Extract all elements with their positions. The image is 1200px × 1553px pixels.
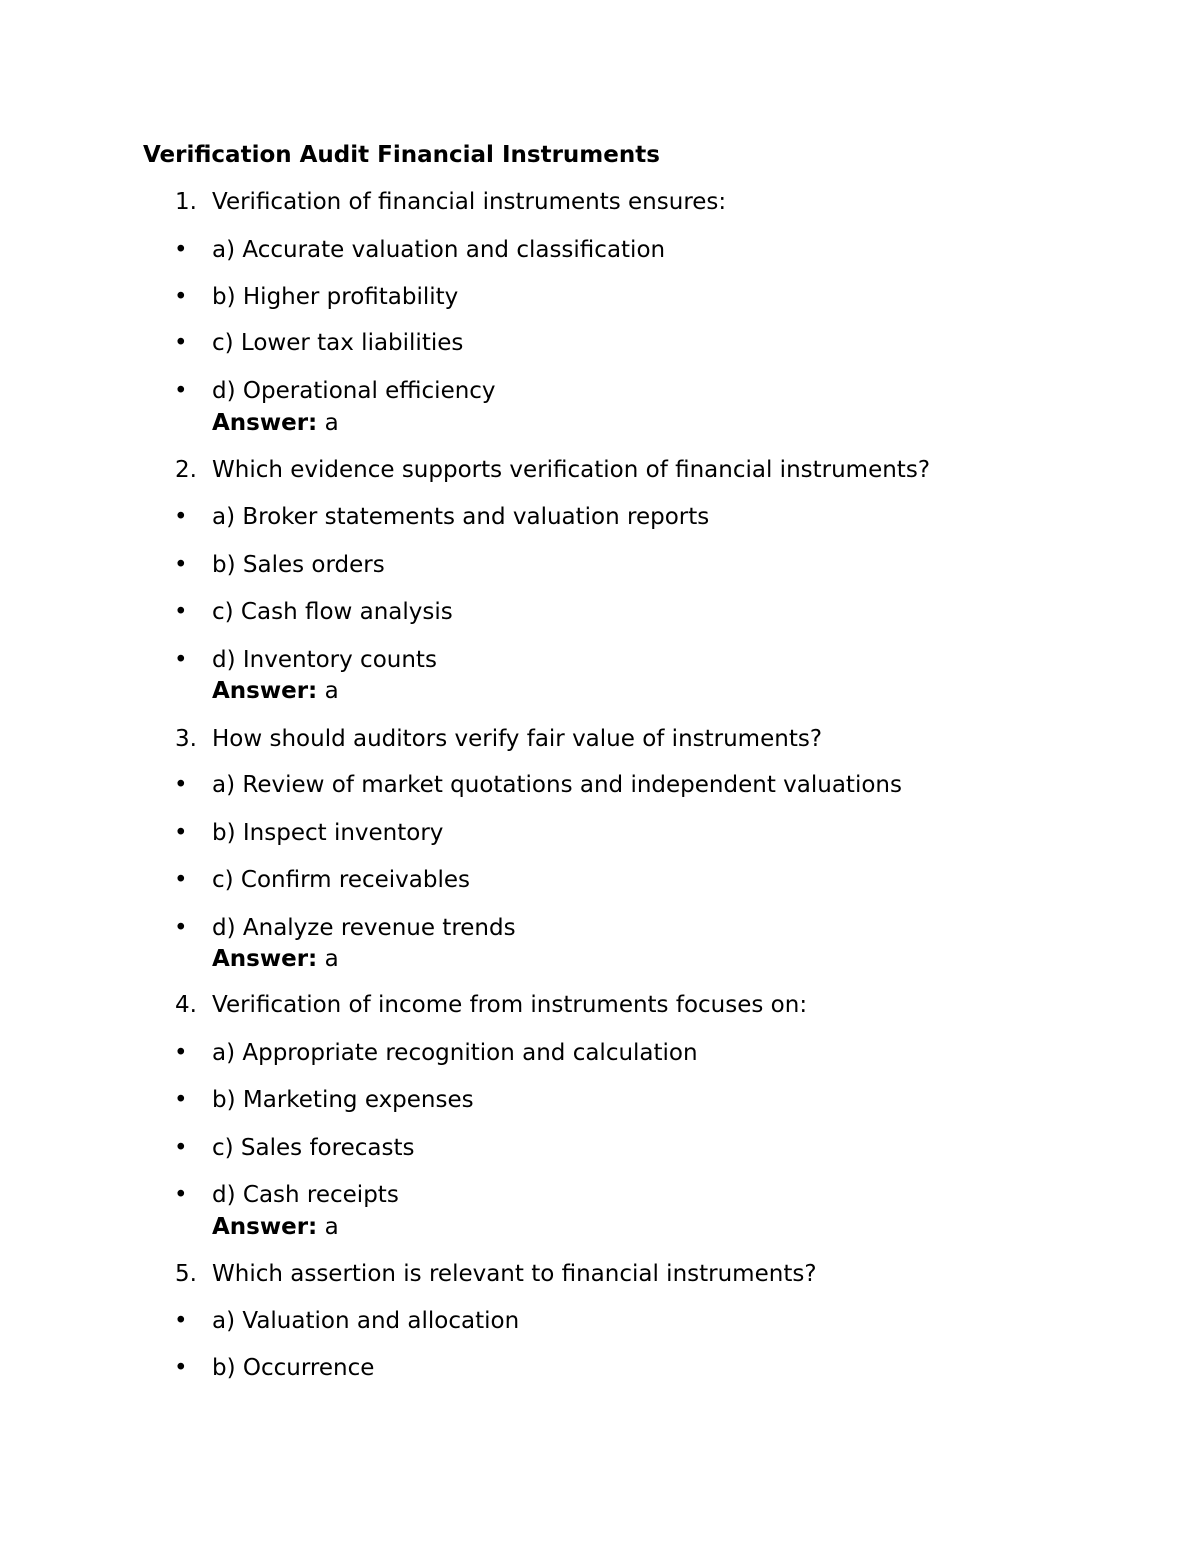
bullet-icon: • (174, 647, 188, 673)
answer-value: a (324, 410, 339, 436)
option-text: b) Higher profitability (212, 284, 459, 310)
answer-value: a (324, 1214, 339, 1240)
bullet-icon: • (174, 1355, 188, 1381)
question-number: 3. (175, 726, 197, 752)
answer-line (212, 408, 339, 438)
bullet-icon: • (174, 1087, 188, 1113)
bullet-icon: • (174, 1308, 188, 1334)
answer-label: Answer: (212, 946, 318, 972)
question-text: Verification of financial instruments ensures: (212, 189, 727, 215)
question-number: 4. (175, 992, 197, 1018)
option-text: b) Occurrence (212, 1355, 375, 1381)
option-text: d) Inventory counts (212, 647, 437, 673)
bullet-icon: • (174, 237, 188, 263)
bullet-icon: • (174, 552, 188, 578)
option-text: a) Review of market quotations and independent valuations (212, 772, 902, 798)
bullet-icon: • (174, 378, 188, 404)
option-text: d) Operational efficiency (212, 378, 496, 404)
bullet-icon: • (174, 867, 188, 893)
document-title: Verification Audit Financial Instruments (143, 142, 660, 168)
bullet-icon: • (174, 599, 188, 625)
bullet-icon: • (174, 820, 188, 846)
answer-value: a (324, 678, 339, 704)
question-number: 5. (175, 1261, 197, 1287)
option-text: d) Cash receipts (212, 1182, 399, 1208)
answer-value: a (324, 946, 339, 972)
option-text: b) Marketing expenses (212, 1087, 474, 1113)
option-text: b) Inspect inventory (212, 820, 444, 846)
option-text: a) Valuation and allocation (212, 1308, 520, 1334)
option-text: d) Analyze revenue trends (212, 915, 516, 941)
bullet-icon: • (174, 284, 188, 310)
bullet-icon: • (174, 1135, 188, 1161)
answer-line (212, 1212, 339, 1242)
option-text: c) Cash flow analysis (212, 599, 453, 625)
option-text: a) Accurate valuation and classification (212, 237, 666, 263)
question-text: How should auditors verify fair value of instruments? (212, 726, 823, 752)
question-text: Which evidence supports verification of financial instruments? (212, 457, 931, 483)
answer-label: Answer: (212, 410, 318, 436)
bullet-icon: • (174, 504, 188, 530)
question-text: Which assertion is relevant to financial instruments? (212, 1261, 817, 1287)
question-number: 2. (175, 457, 197, 483)
bullet-icon: • (174, 772, 188, 798)
option-text: c) Confirm receivables (212, 867, 471, 893)
option-text: a) Broker statements and valuation reports (212, 504, 710, 530)
answer-line (212, 944, 339, 974)
answer-label: Answer: (212, 1214, 318, 1240)
option-text: a) Appropriate recognition and calculation (212, 1040, 698, 1066)
question-text: Verification of income from instruments focuses on: (212, 992, 808, 1018)
bullet-icon: • (174, 1182, 188, 1208)
bullet-icon: • (174, 330, 188, 356)
answer-label: Answer: (212, 678, 318, 704)
option-text: b) Sales orders (212, 552, 385, 578)
option-text: c) Lower tax liabilities (212, 330, 464, 356)
bullet-icon: • (174, 1040, 188, 1066)
question-number: 1. (175, 189, 197, 215)
bullet-icon: • (174, 915, 188, 941)
answer-line (212, 676, 339, 706)
option-text: c) Sales forecasts (212, 1135, 415, 1161)
